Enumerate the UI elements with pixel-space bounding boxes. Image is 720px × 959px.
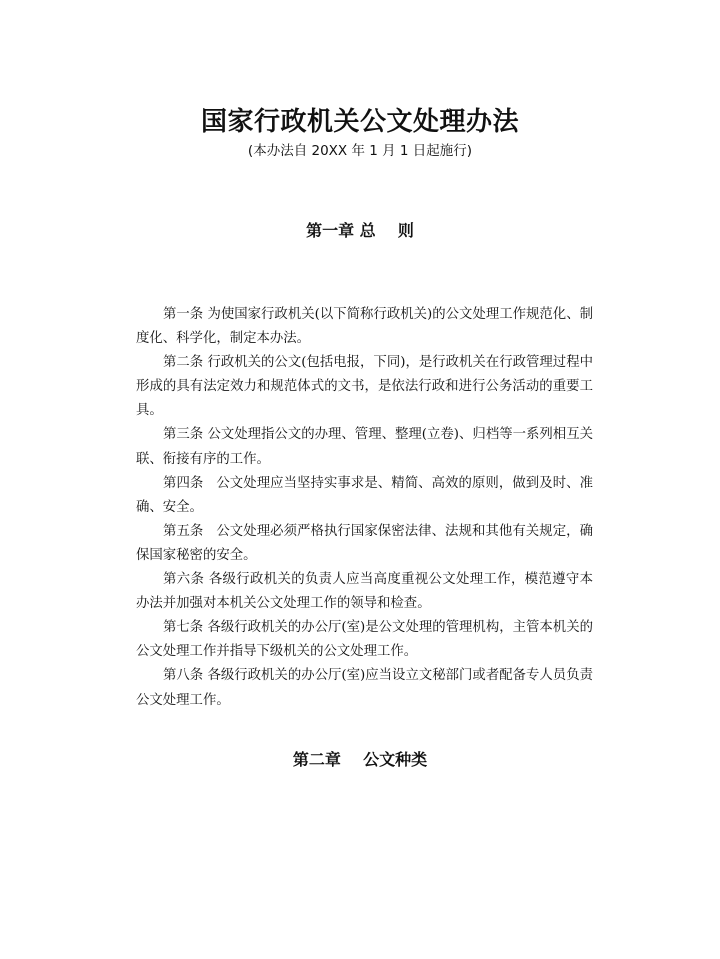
article-7 <box>136 616 593 664</box>
article-text: 各级行政机关的负责人应当高度重视公文处理工作，模范遵守本办法并加强对本机关公文处理工作的领导和检查。 <box>136 572 594 612</box>
article-number: 第八条 <box>163 668 208 684</box>
article-number: 第三条 <box>163 427 208 443</box>
article-number: 第五条 <box>163 523 217 539</box>
article-number: 第七条 <box>163 620 208 636</box>
article-number: 第四条 <box>163 475 217 491</box>
article-text: 为使国家行政机关(以下简称行政机关)的公文处理工作规范化、制度化、科学化，制定本办法。 <box>136 307 593 347</box>
article-number: 第六条 <box>163 572 209 588</box>
article-text: 公文处理指公文的办理、管理、整理(立卷)、归档等一系列相互关联、衔接有序的工作。 <box>136 427 593 467</box>
chapter-heading-1: 第一章 总 则 <box>306 221 414 240</box>
article-text: 公文处理应当坚持实事求是、精简、高效的原则，做到及时、准确、安全。 <box>136 475 593 515</box>
article-3 <box>136 423 593 471</box>
article-text: 行政机关的公文(包括电报，下同)，是行政机关在行政管理过程中形成的具有法定效力和规范体式的文书，是依法行政和进行公务活动的重要工具。 <box>136 355 593 419</box>
article-number: 第二条 <box>163 355 208 371</box>
article-2 <box>136 351 593 423</box>
document-title: 国家行政机关公文处理办法 <box>200 107 519 137</box>
chapter-1-articles <box>136 303 593 713</box>
article-8 <box>136 664 593 712</box>
chapter-heading-2: 第二章 公文种类 <box>292 750 428 769</box>
article-5 <box>136 520 593 568</box>
article-4 <box>136 472 593 520</box>
article-text: 公文处理必须严格执行国家保密法律、法规和其他有关规定，确保国家秘密的安全。 <box>136 523 593 563</box>
document-subtitle: (本办法自 20XX 年 1 月 1 日起施行) <box>247 143 473 159</box>
article-6 <box>136 568 593 616</box>
article-1 <box>136 303 593 351</box>
article-text: 各级行政机关的办公厅(室)是公文处理的管理机构，主管本机关的公文处理工作并指导下级机关的公文处理工作。 <box>136 620 593 660</box>
article-text: 各级行政机关的办公厅(室)应当设立文秘部门或者配备专人员负责公文处理工作。 <box>136 668 593 708</box>
article-number: 第一条 <box>163 307 208 322</box>
